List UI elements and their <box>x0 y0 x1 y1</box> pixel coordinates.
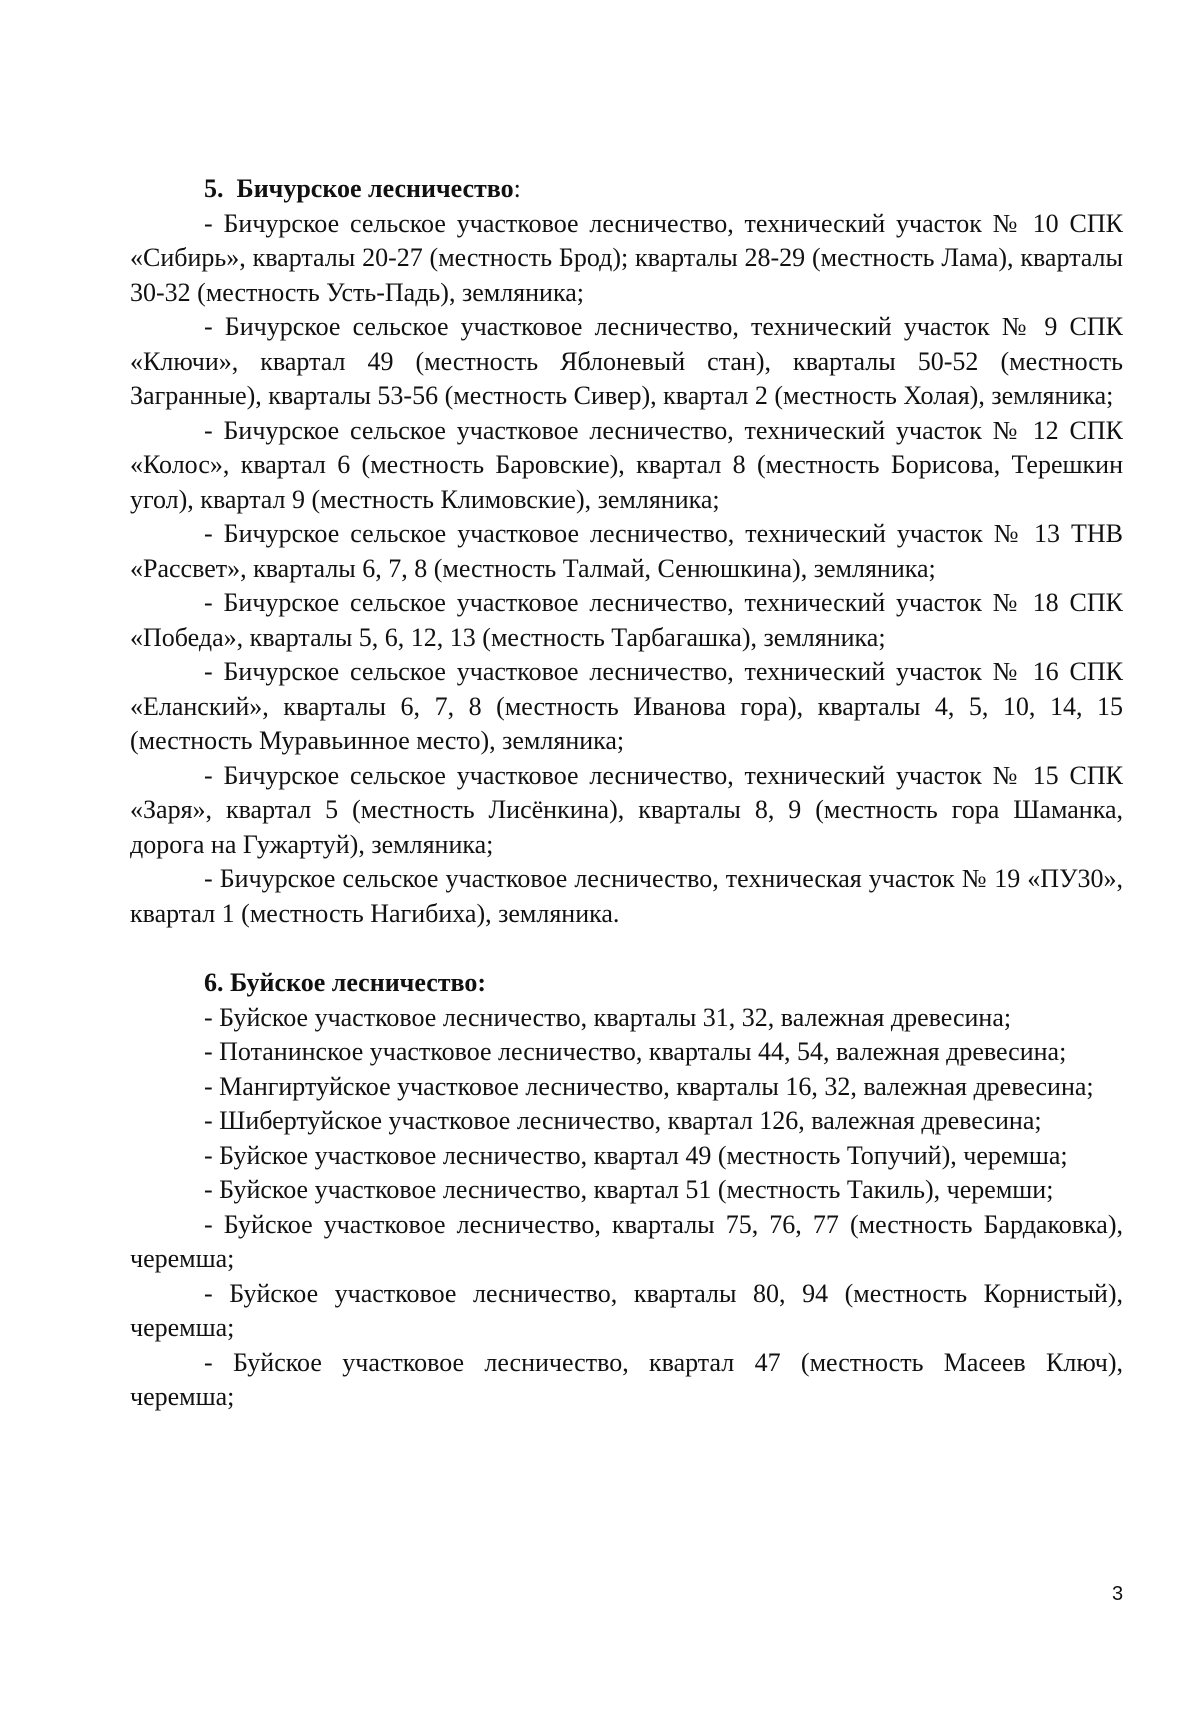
section-spacer <box>130 931 1123 966</box>
list-item: - Бичурское сельское участковое лесничество, технический участок № 10 СПК «Сибирь», кварталы 20-27 (местность Брод); кварталы 28-29 (местность Лама), кварталы 30-32 (местность Усть-Падь), земляника; <box>130 208 1123 307</box>
section-number: 5. <box>204 174 224 203</box>
list-item: - Бичурское сельское участковое лесничество, технический участок № 12 СПК «Колос», квартал 6 (местность Баровские), квартал 8 (местность Борисова, Терешкин угол), квартал 9 (местность Климовские), земляника; <box>130 415 1123 514</box>
list-item: - Бичурское сельское участковое лесничество, технический участок № 13 ТНВ «Рассвет», кварталы 6, 7, 8 (местность Талмай, Сенюшкина), земляника; <box>130 519 1123 583</box>
section-title-colon: : <box>513 174 521 203</box>
page-number: 3 <box>1112 1583 1124 1605</box>
list-item: - Буйское участковое лесничество, квартал 49 (местность Топучий), черемша; <box>204 1140 1068 1170</box>
list-item: - Буйское участковое лесничество, кварталы 75, 76, 77 (местность Бардаковка), черемша; <box>130 1209 1123 1273</box>
list-item: - Буйское участковое лесничество, квартал 51 (местность Такиль), черемши; <box>204 1175 1054 1204</box>
section-heading <box>130 172 1123 207</box>
list-item: - Буйское участковое лесничество, кварталы 80, 94 (местность Корнистый), черемша; <box>130 1278 1123 1342</box>
list-item: - Бичурское сельское участковое лесничество, технический участок № 15 СПК «Заря», квартал 5 (местность Лисёнкина), кварталы 8, 9 (местность гора Шаманка, дорога на Гужартуй), земляника; <box>130 760 1123 859</box>
document-body <box>130 172 1123 1415</box>
section-bichura-forestry <box>130 172 1123 931</box>
section-heading <box>130 966 1123 1001</box>
list-item: - Бичурское сельское участковое лесничество, технический участок № 16 СПК «Еланский», кварталы 6, 7, 8 (местность Иванова гора), кварталы 4, 5, 10, 14, 15 (местность Муравьинное место), земляника; <box>130 657 1123 755</box>
list-item: - Мангиртуйское участковое лесничество, кварталы 16, 32, валежная древесина; <box>204 1071 1094 1101</box>
section-title: Бичурское лесничество <box>236 174 514 203</box>
list-item: - Бичурское сельское участковое лесничество, технический участок № 9 СПК «Ключи», квартал 49 (местность Яблоневый стан), кварталы 50-52 (местность Загранные), кварталы 53-56 (местность Сивер), квартал 2 (местность Холая), земляника; <box>130 312 1123 410</box>
section-number: 6. <box>204 968 224 997</box>
list-item: - Бичурское сельское участковое лесничество, технический участок № 18 СПК «Победа», кварталы 5, 6, 12, 13 (местность Тарбагашка), земляника; <box>130 588 1123 652</box>
list-item: - Буйское участковое лесничество, кварталы 31, 32, валежная древесина; <box>204 1002 1012 1032</box>
list-item: - Шибертуйское участковое лесничество, квартал 126, валежная древесина; <box>204 1106 1042 1135</box>
list-item: - Буйское участковое лесничество, квартал 47 (местность Масеев Ключ), черемша; <box>130 1347 1123 1411</box>
section-buy-forestry <box>130 966 1123 1415</box>
list-item: - Бичурское сельское участковое лесничество, техническая участок № 19 «ПУ30», квартал 1 (местность Нагибиха), земляника. <box>130 864 1123 928</box>
section-title: Буйское лесничество: <box>230 968 487 997</box>
list-item: - Потанинское участковое лесничество, кварталы 44, 54, валежная древесина; <box>204 1037 1067 1066</box>
section-items <box>130 207 1123 932</box>
section-items <box>130 1001 1123 1415</box>
